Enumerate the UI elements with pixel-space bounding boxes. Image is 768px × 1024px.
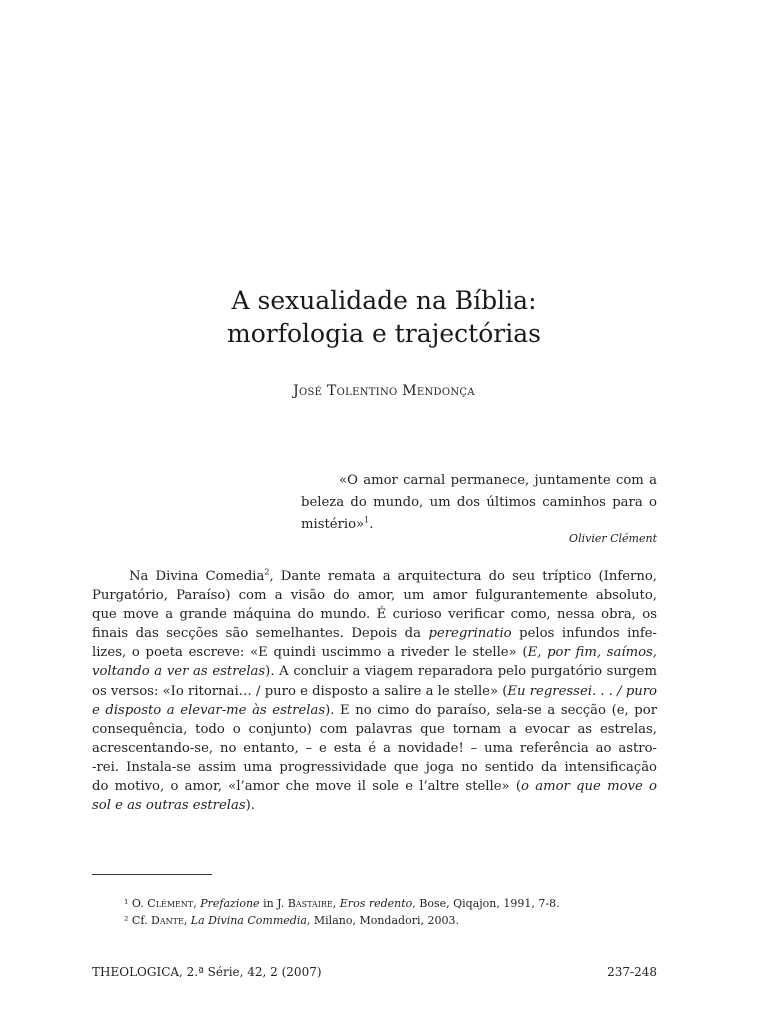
italic-translation: Eu regressei. . . / puro [507, 683, 657, 699]
italic-term: peregrinatio [428, 626, 512, 642]
footnotes [124, 895, 664, 929]
footnote-number: ¹ [124, 897, 129, 910]
cited-title: Prefazione [200, 897, 260, 910]
footnote-1 [124, 895, 664, 912]
body-line: consequência, todo o conjunto) com palavras que tornam a evocar as estrelas, [92, 721, 657, 737]
body-line [92, 662, 657, 681]
body-text-segment: os versos: «Io ritornai… / puro e disposto a salire a le stelle» ( [92, 683, 508, 699]
body-line [92, 682, 657, 701]
footnote-text: in J. [259, 897, 288, 910]
body-line [92, 643, 657, 662]
body-line: Purgatório, Paraíso) com a visão do amor, um amor fulgurantemente absoluto, [92, 588, 657, 604]
footnote-text: , [332, 897, 340, 910]
body-text-segment: finais das secções são semelhantes. Depois da [92, 626, 429, 642]
cited-title: La Divina Commedia [190, 914, 307, 927]
title-line-2: morfologia e trajectórias [227, 319, 541, 348]
body-line: acrescentando-se, no entanto, – e esta é a novidade! – uma referência ao astro- [92, 740, 657, 756]
body-line [92, 567, 657, 586]
italic-translation: E, por fim, saímos, [527, 645, 657, 661]
body-text-segment: do motivo, o amor, «l’amor che move il sole e l’altre stelle» ( [92, 779, 522, 795]
footnote-ref-2[interactable]: 2 [264, 567, 270, 577]
epigraph-attribution: Olivier Clément [569, 532, 657, 545]
footnote-2 [124, 912, 664, 929]
footnote-text: , Milano, Mondadori, 2003. [306, 914, 459, 927]
body-text-segment: Na Divina Comedia [129, 569, 265, 584]
body-paragraph [92, 567, 657, 815]
italic-translation: o amor que move o [521, 779, 657, 795]
body-line [92, 796, 657, 815]
article-author: José Tolentino Mendonça [293, 383, 475, 399]
italic-translation: sol e as outras estrelas [92, 798, 246, 814]
footnote-divider [92, 874, 212, 875]
body-text-segment: ). E no cimo do paraíso, sela-se a secção (e, por [325, 702, 657, 718]
page-range: 237-248 [607, 965, 657, 979]
body-text-segment: pelos infundos infe- [511, 626, 657, 642]
body-text-segment: ). A concluir a viagem reparadora pelo purgatório surgem [265, 664, 657, 680]
cited-title: Eros redento [339, 897, 413, 910]
footnote-text: , [193, 897, 201, 910]
body-line: que move a grande máquina do mundo. É curioso verificar como, nessa obra, os [92, 607, 657, 623]
body-line [92, 777, 657, 796]
article-title [0, 284, 768, 350]
footnote-number: ² [124, 914, 129, 927]
body-line [92, 624, 657, 643]
italic-translation: voltando a ver as estrelas [92, 664, 266, 680]
body-text-segment: ). [245, 798, 255, 814]
body-text-segment: lizes, o poeta escreve: «E quindi uscimmo a riveder le stelle» ( [92, 645, 528, 661]
footnote-text: , Bose, Qiqajon, 1991, 7-8. [412, 897, 560, 910]
body-text-segment: , Dante remata a arquitectura do seu tríptico (Inferno, [269, 569, 657, 584]
footnote-text: , [183, 914, 191, 927]
title-line-1: A sexualidade na Bíblia: [231, 286, 537, 315]
footnote-ref-1[interactable]: 1 [364, 515, 370, 525]
footnote-text: O. [131, 897, 148, 910]
cited-author: Dante [151, 914, 184, 927]
epigraph-end: . [369, 517, 374, 532]
epigraph-quote [301, 470, 657, 536]
journal-citation: THEOLOGICA, 2.ª Série, 42, 2 (2007) [92, 965, 322, 979]
body-line: -rei. Instala-se assim uma progressividade que joga no sentido da intensificação [92, 759, 657, 775]
italic-translation: e disposto a elevar-me às estrelas [92, 702, 326, 718]
body-line [92, 701, 657, 720]
cited-author: Bastaire [287, 897, 333, 910]
cited-author: Clément [147, 897, 194, 910]
footnote-text: Cf. [131, 914, 152, 927]
epigraph-text: «O amor carnal permanece, juntamente com a beleza do mundo, um dos últimos caminhos para o mistério» [301, 473, 657, 532]
